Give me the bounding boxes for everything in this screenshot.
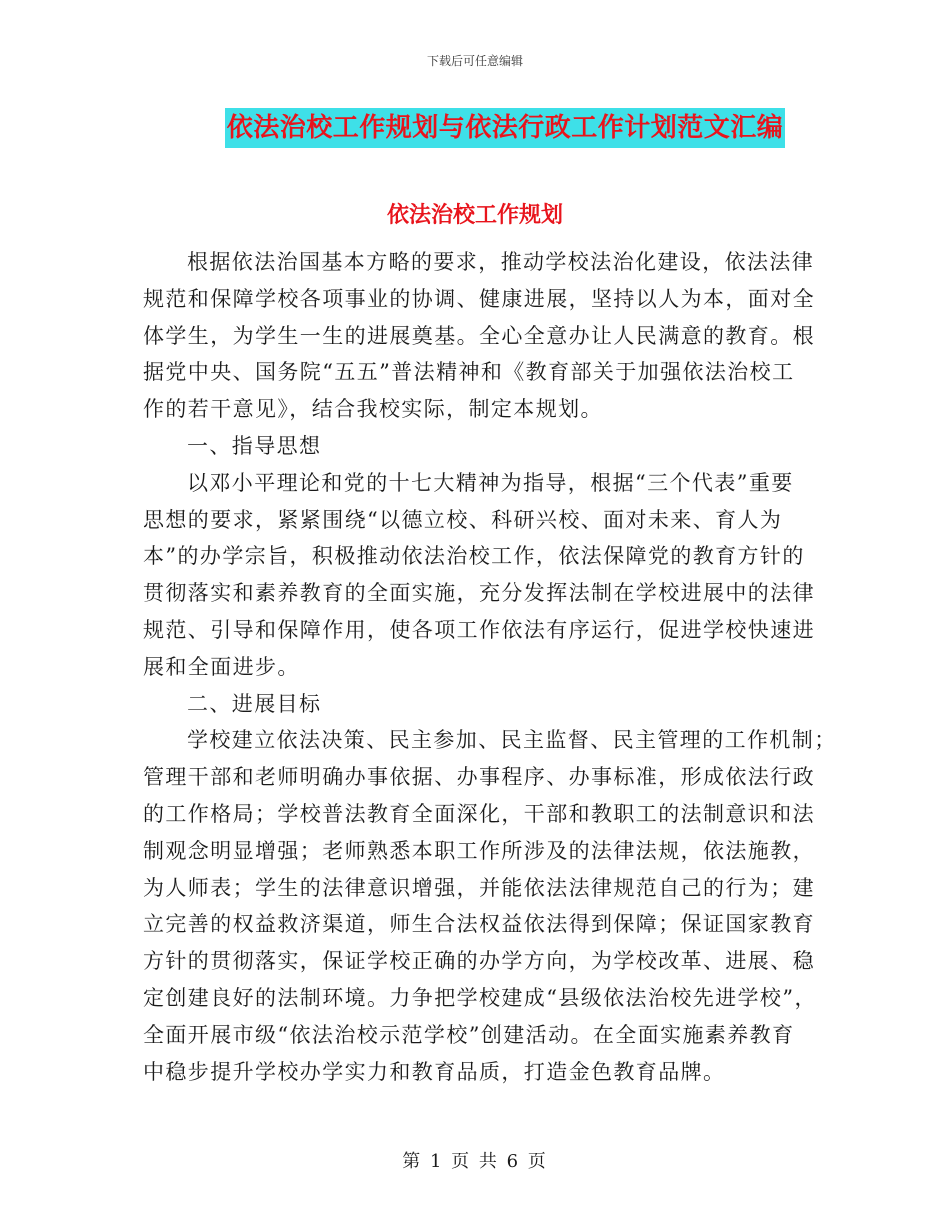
paragraph-line: 定创建良好的法制环境。力争把学校建成“县级依法治校先进学校”，: [143, 985, 817, 1010]
paragraph-line: 据党中央、国务院“五五”普法精神和《教育部关于加强依法治校工: [143, 360, 795, 385]
paragraph-line: 以邓小平理论和党的十七大精神为指导，根据“三个代表”重要: [187, 470, 794, 495]
paragraph-line: 贯彻落实和素养教育的全面实施，充分发挥法制在学校进展中的法律: [143, 581, 815, 606]
document-title: 依法治校工作规划与依法行政工作计划范文汇编: [225, 108, 786, 148]
paragraph-line: 作的若干意见》，结合我校实际，制定本规划。: [143, 397, 603, 422]
paragraph-line: 的工作格局；学校普法教育全面深化，干部和教职工的法制意识和法: [143, 801, 815, 826]
paragraph-line: 立完善的权益救济渠道，师生合法权益依法得到保障；保证国家教育: [143, 912, 815, 937]
paragraph-line: 管理干部和老师明确办事依据、办事程序、办事标准，形成依法行政: [143, 765, 815, 790]
paragraph-line: 制观念明显增强；老师熟悉本职工作所涉及的法律法规，依法施教，: [143, 838, 815, 863]
section-heading-line: 一、指导思想: [187, 433, 322, 458]
paragraph-line: 思想的要求，紧紧围绕“以德立校、科研兴校、面对未来、育人为: [143, 507, 783, 532]
paragraph-line: 本”的办学宗旨，积极推动依法治校工作，依法保障党的教育方针的: [143, 544, 805, 569]
paragraph-line: 中稳步提升学校办学实力和教育品质，打造金色教育品牌。: [143, 1059, 726, 1084]
paragraph-line: 为人师表；学生的法律意识增强，并能依法法律规范自己的行为；建: [143, 875, 815, 900]
paragraph-line: 规范、引导和保障作用，使各项工作依法有序运行，促进学校快速进: [143, 617, 815, 642]
paragraph-line: 学校建立依法决策、民主参加、民主监督、民主管理的工作机制；: [187, 728, 837, 753]
body-text: [143, 244, 837, 1090]
page-number: 第 1 页 共 6 页: [402, 1151, 548, 1172]
header-note: 下载后可任意编辑: [426, 54, 523, 68]
paragraph-line: 体学生，为学生一生的进展奠基。全心全意办让人民满意的教育。根: [143, 323, 815, 348]
paragraph-line: 规范和保障学校各项事业的协调、健康进展，坚持以人为本，面对全: [143, 286, 815, 311]
title-container: [0, 108, 950, 148]
paragraph-line: 方针的贯彻落实，保证学校正确的办学方向，为学校改革、进展、稳: [143, 949, 815, 974]
section-title: 依法治校工作规划: [386, 203, 563, 228]
paragraph-line: 展和全面进步。: [143, 654, 300, 679]
paragraph-line: 根据依法治国基本方略的要求，推动学校法治化建设，依法法律: [187, 250, 815, 274]
section-heading-line: 二、进展目标: [187, 691, 322, 716]
paragraph-line: 全面开展市级“依法治校示范学校”创建活动。在全面实施素养教育: [143, 1022, 795, 1047]
